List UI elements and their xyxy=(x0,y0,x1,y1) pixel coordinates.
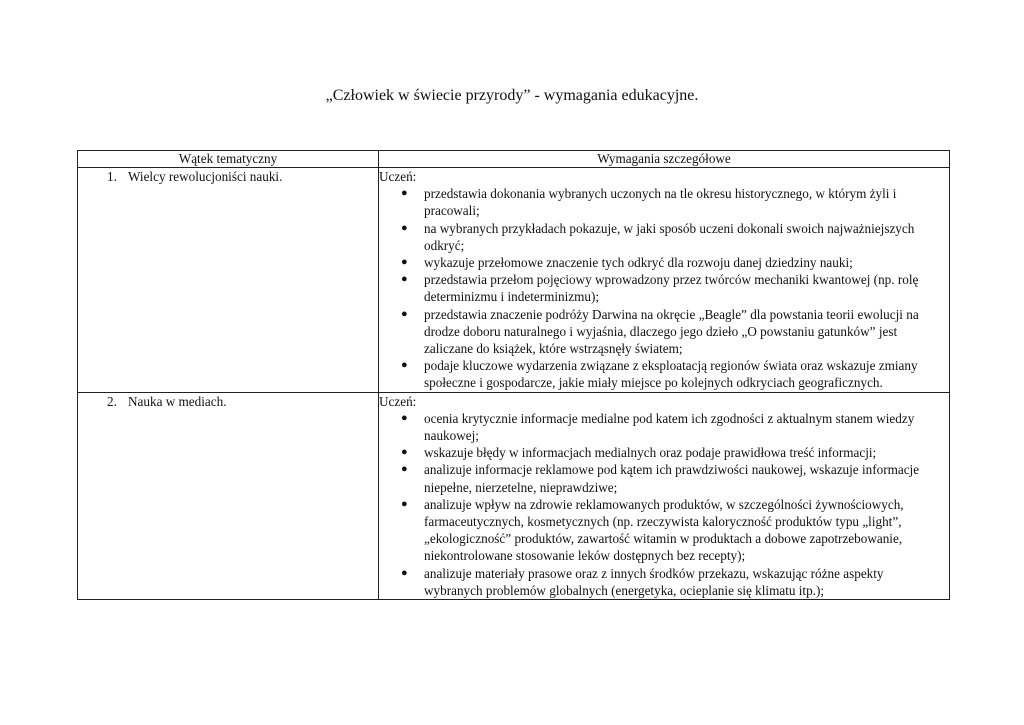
bullet-icon: ● xyxy=(401,307,408,320)
bullet-icon: ● xyxy=(401,411,408,424)
topic-number: 2. xyxy=(107,393,117,409)
list-item: ● podaje kluczowe wydarzenia związane z eksploatacją regionów świata oraz wskazuje zmiany społeczne i gospodarcze, jakie miały miejsce po kolejnych odkryciach geograficznych. xyxy=(401,358,918,391)
bullet-icon: ● xyxy=(401,359,408,372)
table-header-row xyxy=(78,151,950,168)
requirements-intro: Uczeń: xyxy=(379,169,417,184)
topic-cell xyxy=(78,392,379,599)
list-item: ● wskazuje błędy w informacjach medialnych oraz podaje prawidłowa treść informacji; xyxy=(401,445,877,461)
list-item: ● przedstawia przełom pojęciowy wprowadzony przez twórców mechaniki kwantowej (np. rolę determinizmu i indeterminizmu); xyxy=(401,272,919,305)
topic-cell xyxy=(78,168,379,393)
bullet-icon: ● xyxy=(401,497,408,510)
list-item: ● przedstawia dokonania wybranych uczonych na tle okresu historycznego, w którym żyli i pracowali; xyxy=(401,186,897,219)
table-row xyxy=(78,168,950,393)
requirements-list xyxy=(379,410,949,599)
list-item: ● analizuje wpływ na zdrowie reklamowanych produktów, w szczególności żywnościowych, farmaceutycznych, kosmetycznych (np. rzeczywista kaloryczność produktów typu „light”, „ekologiczność” produktów, zawartość witamin w produktach a dobowe zapotrzebowanie, niekontrolowane stosowanie leków dostępnych bez recepty); xyxy=(401,496,904,564)
bullet-icon: ● xyxy=(401,446,408,459)
bullet-icon: ● xyxy=(401,463,408,476)
bullet-icon: ● xyxy=(401,221,408,234)
column-header-topic: Wątek tematyczny xyxy=(78,151,379,168)
bullet-icon: ● xyxy=(401,187,408,200)
topic-label: Nauka w mediach. xyxy=(128,393,227,409)
requirements-list xyxy=(379,185,949,391)
bullet-icon: ● xyxy=(401,273,408,286)
table-row xyxy=(78,392,950,599)
requirements-cell xyxy=(379,392,950,599)
list-item: ● na wybranych przykładach pokazuje, w jaki sposób uczeni dokonali swoich najważniejszych odkryć; xyxy=(401,220,915,253)
bullet-icon: ● xyxy=(401,256,408,269)
bullet-icon: ● xyxy=(401,566,408,579)
column-header-requirements: Wymagania szczegółowe xyxy=(379,151,950,168)
list-item: ● analizuje informacje reklamowe pod kątem ich prawdziwości naukowej, wskazuje informacje niepełne, nierzetelne, nieprawdziwe; xyxy=(401,462,920,495)
requirements-table xyxy=(77,150,950,600)
topic-number: 1. xyxy=(107,169,117,184)
requirements-cell xyxy=(379,168,950,393)
list-item: ● analizuje materiały prasowe oraz z innych środków przekazu, wskazując różne aspekty wybranych problemów globalnych (energetyka, ocieplanie się klimatu itp.); xyxy=(401,565,884,598)
topic-label: Wielcy rewolucjoniści nauki. xyxy=(128,169,283,184)
list-item: ● ocenia krytycznie informacje medialne pod katem ich zgodności z aktualnym stanem wiedzy naukowej; xyxy=(401,410,915,444)
list-item: ● wykazuje przełomowe znaczenie tych odkryć dla rozwoju danej dziedziny nauki; xyxy=(401,255,853,271)
requirements-intro: Uczeń: xyxy=(379,393,417,409)
document-title: „Człowiek w świecie przyrody” - wymagania edukacyjne. xyxy=(325,87,699,104)
list-item: ● przedstawia znaczenie podróży Darwina na okręcie „Beagle” dla powstania teorii ewolucji na drodze doboru naturalnego i wyjaśnia, dlaczego jego dzieło „O powstaniu gatunków” jest zaliczane do książek, które wstrząsnęły światem; xyxy=(401,306,919,357)
